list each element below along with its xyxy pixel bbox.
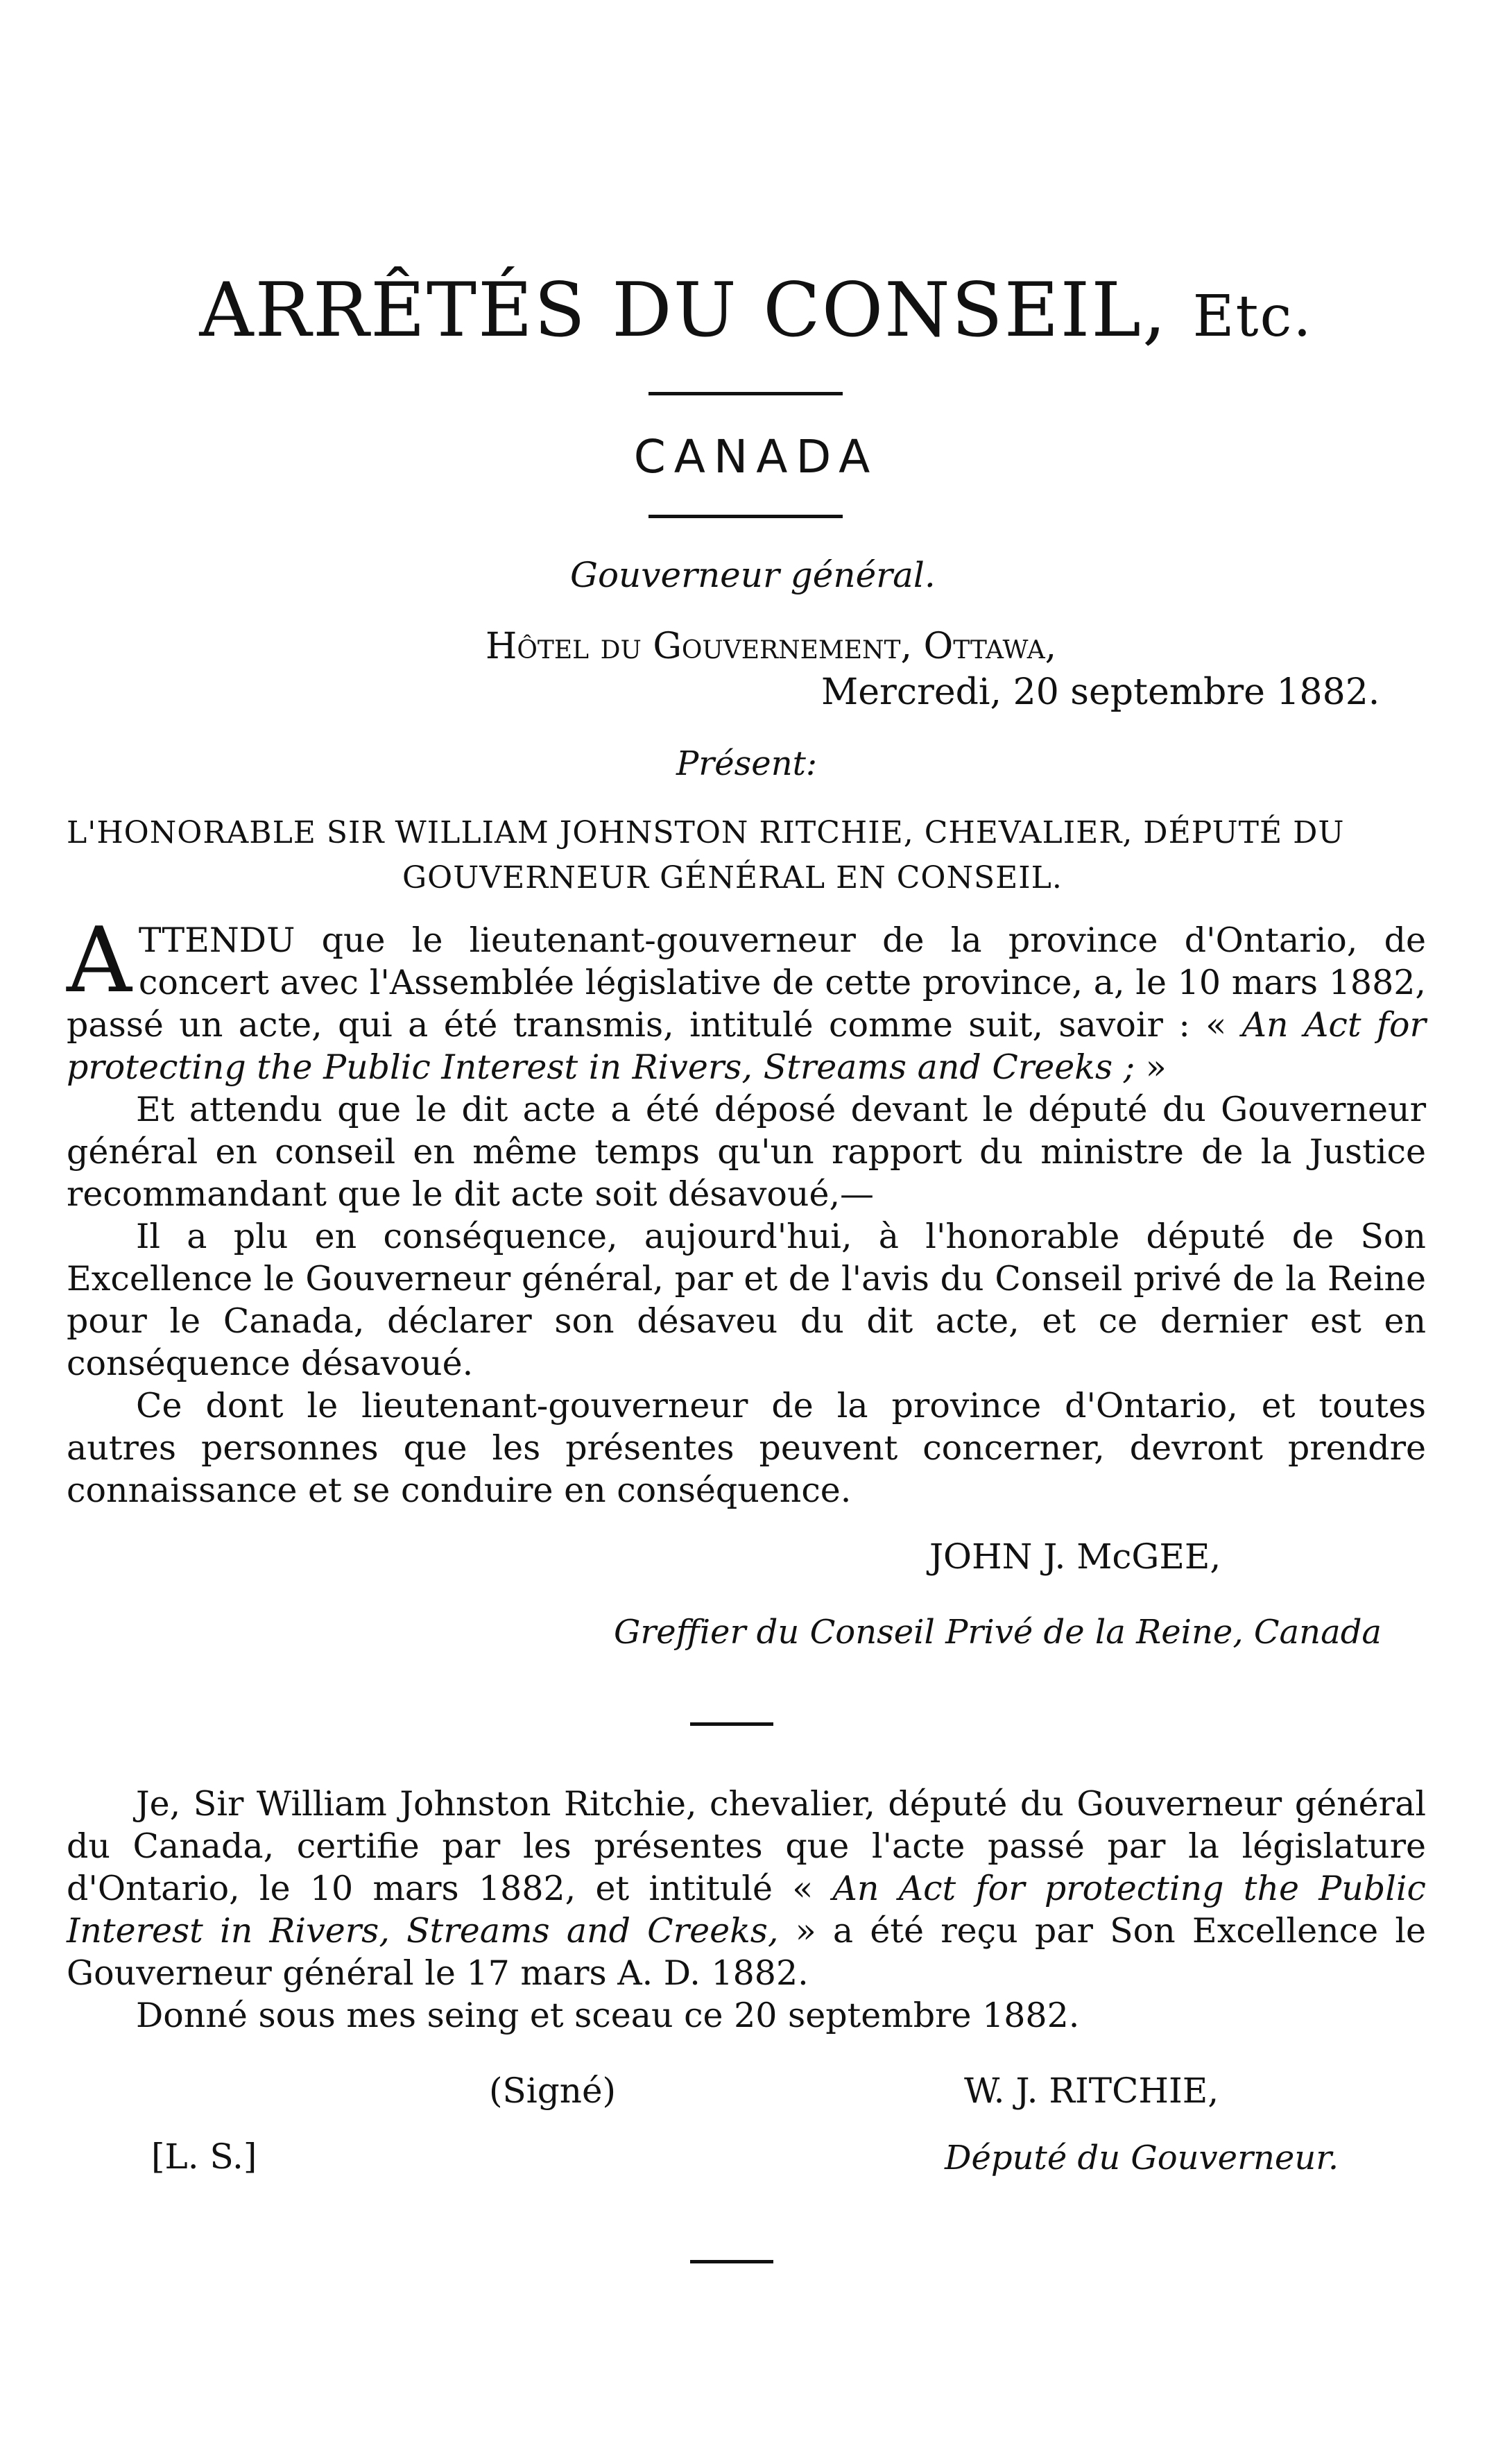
order-paragraph-1 xyxy=(67,907,1426,1088)
order-p1-title: An Act for protecting the Public Interest in Rivers, Streams and Creeks ; xyxy=(67,1005,1426,1087)
certificate-signer-title: Député du Gouverneur. xyxy=(945,2139,1339,2177)
title-etc: Etc. xyxy=(1192,284,1313,350)
seal-mark: [L. S.] xyxy=(151,2136,257,2177)
present-line-1: L'HONORABLE SIR WILLIAM JOHNSTON RITCHIE, CHEVALIER, DÉPUTÉ DU xyxy=(67,815,1345,850)
divider-bottom xyxy=(690,2260,773,2263)
title-main: ARRÊTÉS DU CONSEIL, xyxy=(199,267,1168,354)
place-line: Hôtel du Gouvernement, Ottawa, xyxy=(486,626,1057,667)
divider-top xyxy=(648,392,843,395)
divider-canada xyxy=(648,515,843,518)
country-heading: CANADA xyxy=(633,430,879,483)
order-p1-text: TTENDU que le lieutenant-gouverneur de la province d'Ontario, de concert avec l'Assemblée législative de cette province, a, le 10 mars 1882, passé un acte, qui a été transmis, intitulé comme suit, savoir : « xyxy=(67,920,1426,1045)
drop-cap: A xyxy=(67,907,132,1013)
signer-title: Greffier du Conseil Privé de la Reine, Canada xyxy=(614,1613,1382,1652)
certificate-p1-text: Je, Sir William Johnston Ritchie, chevalier, député du Gouverneur général du Canada, certifie par les présentes que l'acte passé par la législature d'Ontario, le 10 mars 1882, et intitulé « xyxy=(67,1784,1426,1908)
date-line: Mercredi, 20 septembre 1882. xyxy=(821,671,1380,713)
order-paragraph-3: Il a plu en conséquence, aujourd'hui, à l'honorable député de Son Excellence le Gouverneur général, par et de l'avis du Conseil privé de la Reine pour le Canada, déclarer son désaveu du dit acte, et ce dernier est en conséquence désavoué. xyxy=(67,1217,1426,1383)
certificate-p1-end: » a été reçu par Son Excellence le Gouverneur général le 17 mars A. D. 1882. xyxy=(67,1911,1427,1993)
signer-name: JOHN J. McGEE, xyxy=(929,1536,1221,1577)
divider-middle xyxy=(690,1722,773,1726)
order-body xyxy=(67,907,1426,1511)
certificate-body xyxy=(67,1783,1426,2037)
certificate-paragraph-2: Donné sous mes seing et sceau ce 20 septembre 1882. xyxy=(136,1996,1080,2035)
certificate-signer: W. J. RITCHIE, xyxy=(964,2071,1219,2111)
page-title xyxy=(0,267,1512,354)
order-paragraph-4: Ce dont le lieutenant-gouverneur de la province d'Ontario, et toutes autres personnes que les présentes peuvent concerner, devront prendre connaissance et se conduire en conséquence. xyxy=(67,1386,1426,1510)
office-label: Gouverneur général. xyxy=(570,555,936,595)
order-p1-end: » xyxy=(1145,1047,1167,1087)
order-paragraph-2: Et attendu que le dit acte a été déposé devant le député du Gouverneur général en conseil en même temps qu'un rapport du ministre de la Justice recommandant que le dit acte soit désavoué,— xyxy=(67,1090,1426,1214)
certificate-paragraph-1 xyxy=(67,1783,1426,1994)
certificate-p1-title: An Act for protecting the Public Interest in Rivers, Streams and Creeks, xyxy=(67,1869,1426,1951)
signed-label: (Signé) xyxy=(489,2071,617,2111)
present-line-2: GOUVERNEUR GÉNÉRAL EN CONSEIL. xyxy=(402,860,1063,896)
present-label: Présent: xyxy=(676,744,818,783)
